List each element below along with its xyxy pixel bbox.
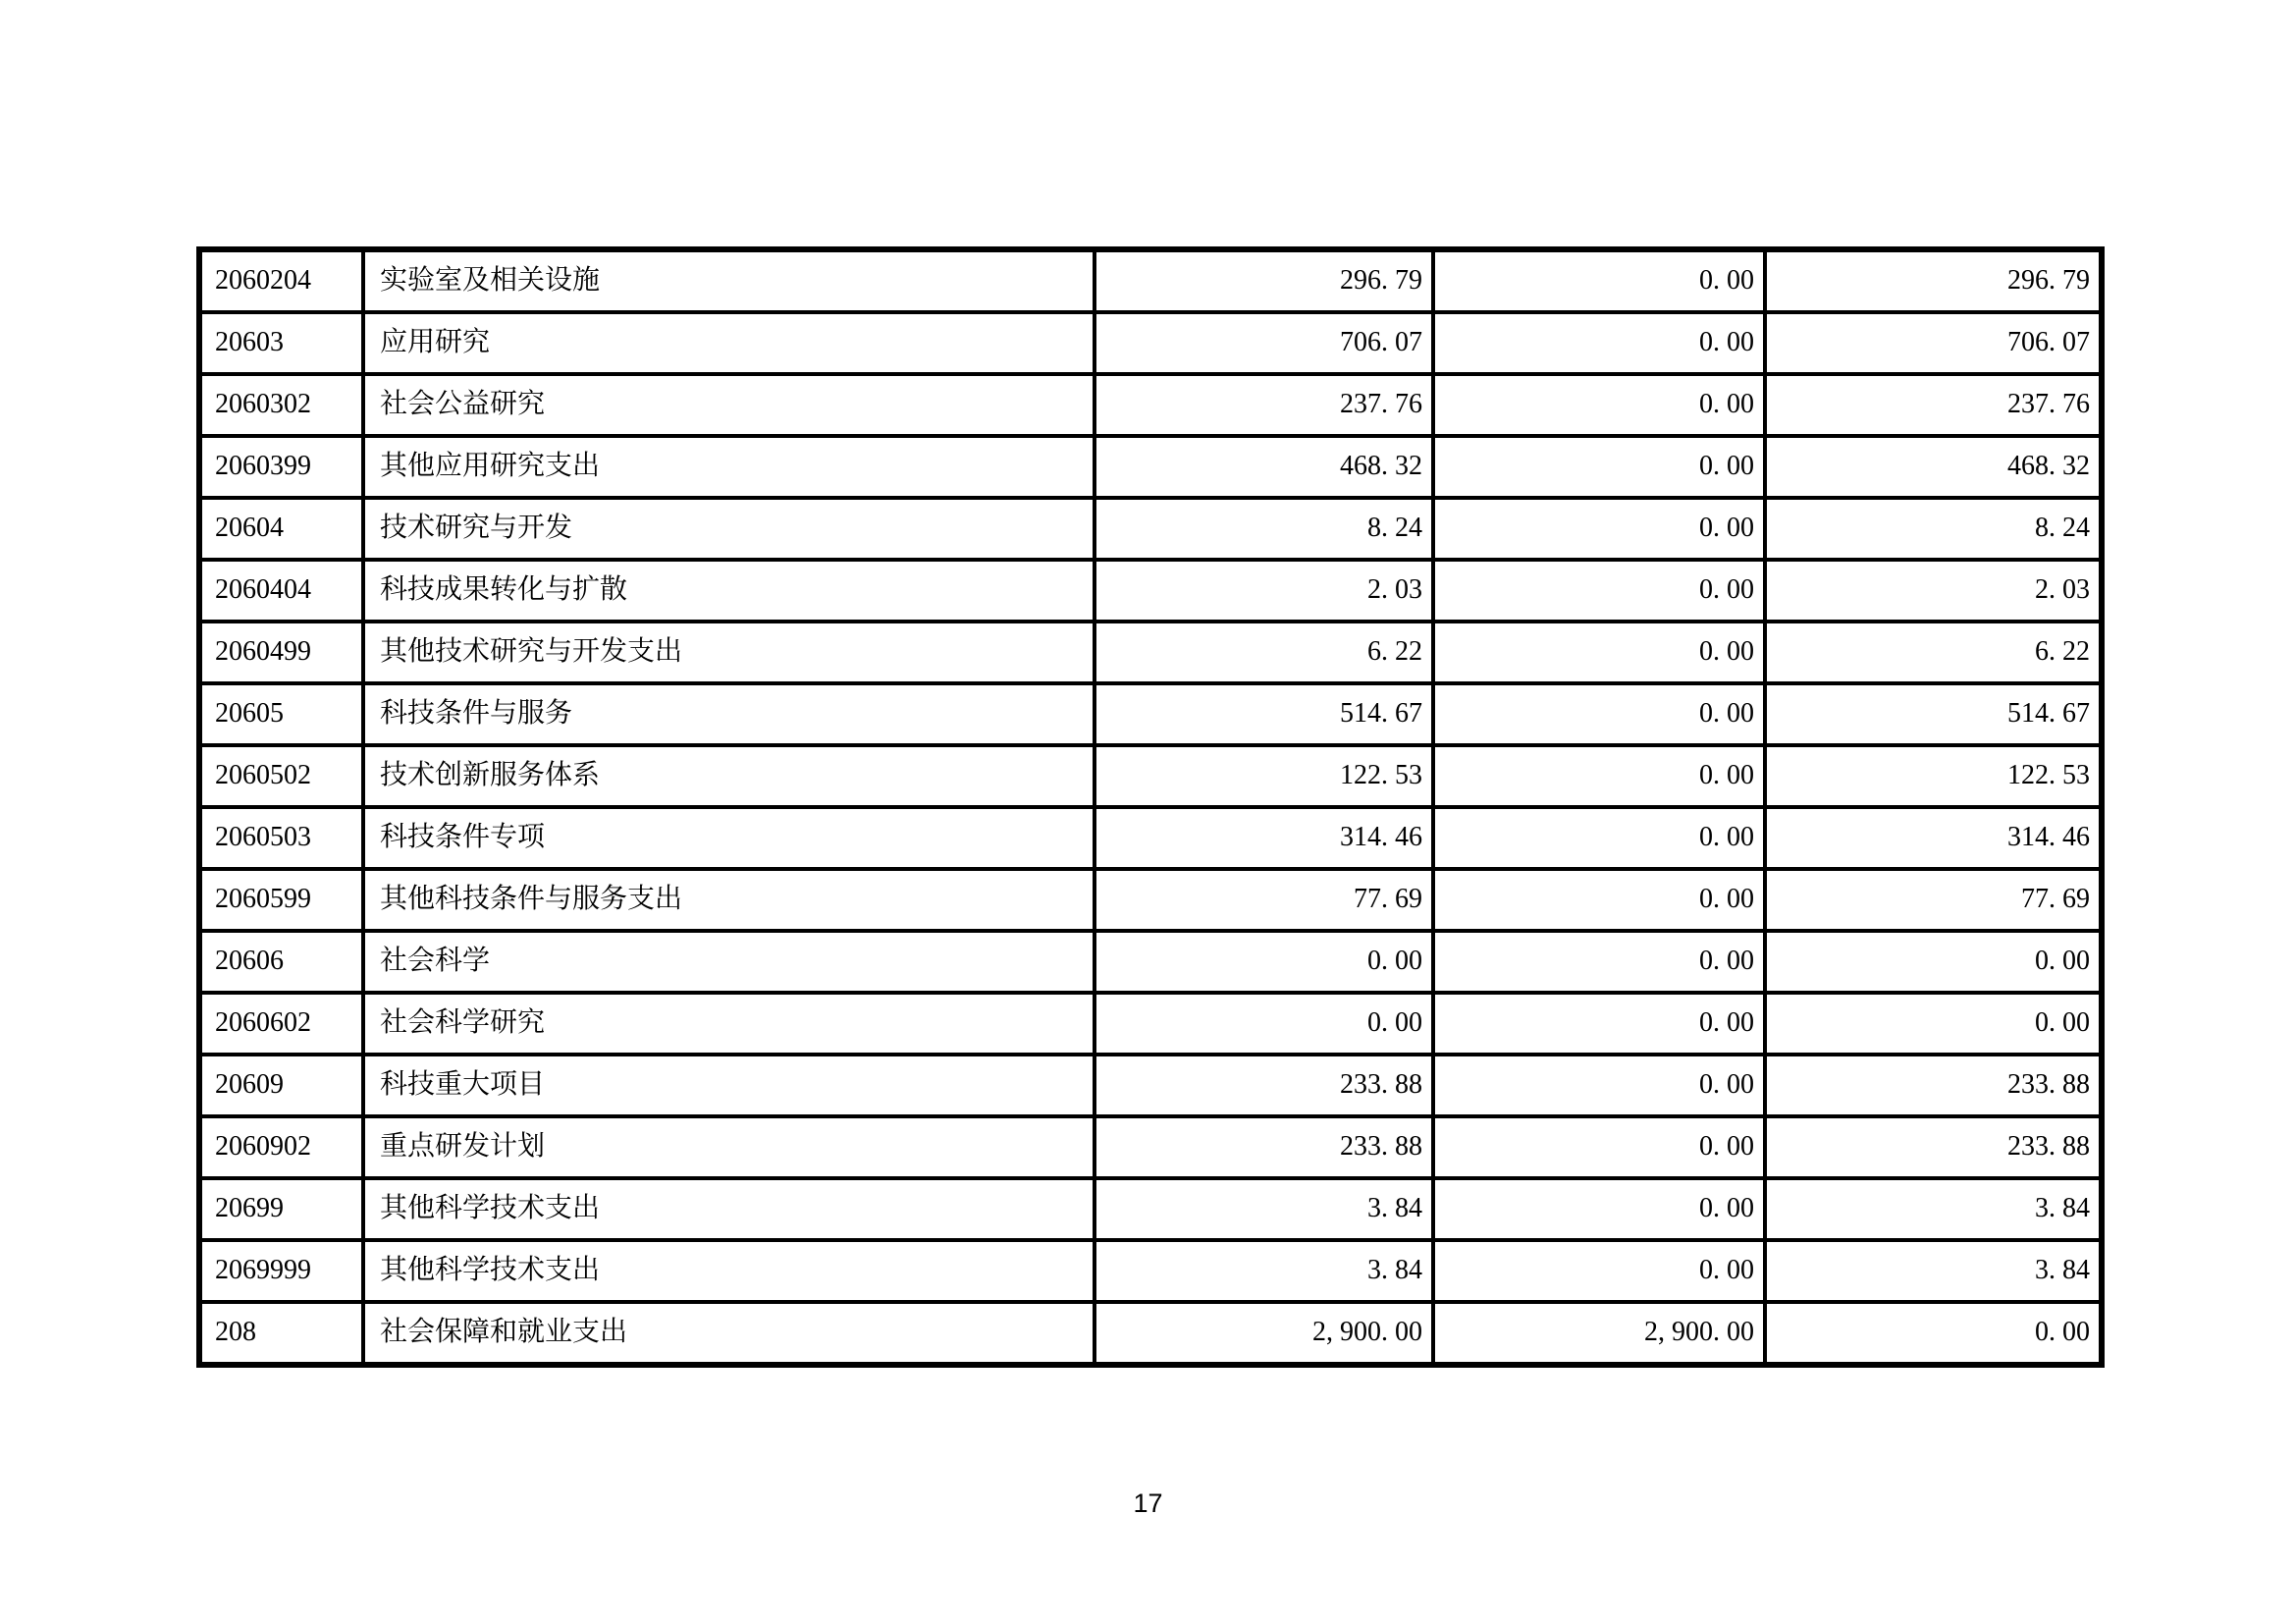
amount-cell-2: 0. 00 xyxy=(1433,993,1765,1055)
amount-cell-2: 0. 00 xyxy=(1433,312,1765,374)
amount-cell-2: 0. 00 xyxy=(1433,869,1765,931)
amount-cell-1: 6. 22 xyxy=(1095,622,1433,683)
budget-code-cell: 2060404 xyxy=(199,560,363,622)
amount-cell-1: 3. 84 xyxy=(1095,1240,1433,1302)
amount-cell-1: 296. 79 xyxy=(1095,249,1433,312)
table-row xyxy=(199,560,2102,622)
budget-code-cell: 2060399 xyxy=(199,436,363,498)
budget-item-name-cell: 应用研究 xyxy=(363,312,1095,374)
amount-cell-1: 233. 88 xyxy=(1095,1055,1433,1116)
budget-item-name-cell: 其他科技条件与服务支出 xyxy=(363,869,1095,931)
amount-cell-3: 706. 07 xyxy=(1765,312,2102,374)
amount-cell-2: 0. 00 xyxy=(1433,622,1765,683)
amount-cell-3: 3. 84 xyxy=(1765,1240,2102,1302)
table-row xyxy=(199,931,2102,993)
budget-code-cell: 2060302 xyxy=(199,374,363,436)
table-row xyxy=(199,869,2102,931)
amount-cell-3: 77. 69 xyxy=(1765,869,2102,931)
table-row xyxy=(199,249,2102,312)
amount-cell-2: 0. 00 xyxy=(1433,807,1765,869)
amount-cell-3: 233. 88 xyxy=(1765,1116,2102,1178)
table-row xyxy=(199,993,2102,1055)
amount-cell-2: 0. 00 xyxy=(1433,683,1765,745)
budget-code-cell: 2060503 xyxy=(199,807,363,869)
amount-cell-1: 122. 53 xyxy=(1095,745,1433,807)
amount-cell-3: 237. 76 xyxy=(1765,374,2102,436)
budget-item-name-cell: 重点研发计划 xyxy=(363,1116,1095,1178)
table-row xyxy=(199,1302,2102,1365)
budget-item-name-cell: 社会科学研究 xyxy=(363,993,1095,1055)
budget-code-cell: 20609 xyxy=(199,1055,363,1116)
page-number: 17 xyxy=(1133,1489,1163,1518)
amount-cell-1: 0. 00 xyxy=(1095,993,1433,1055)
amount-cell-3: 6. 22 xyxy=(1765,622,2102,683)
budget-code-cell: 20699 xyxy=(199,1178,363,1240)
amount-cell-1: 8. 24 xyxy=(1095,498,1433,560)
amount-cell-2: 0. 00 xyxy=(1433,1240,1765,1302)
budget-item-name-cell: 社会公益研究 xyxy=(363,374,1095,436)
amount-cell-2: 0. 00 xyxy=(1433,498,1765,560)
amount-cell-1: 2. 03 xyxy=(1095,560,1433,622)
table-row xyxy=(199,312,2102,374)
budget-code-cell: 2060602 xyxy=(199,993,363,1055)
budget-item-name-cell: 其他应用研究支出 xyxy=(363,436,1095,498)
budget-item-name-cell: 科技条件专项 xyxy=(363,807,1095,869)
table-row xyxy=(199,745,2102,807)
amount-cell-2: 0. 00 xyxy=(1433,249,1765,312)
amount-cell-3: 0. 00 xyxy=(1765,993,2102,1055)
amount-cell-3: 0. 00 xyxy=(1765,1302,2102,1365)
budget-item-name-cell: 实验室及相关设施 xyxy=(363,249,1095,312)
amount-cell-1: 3. 84 xyxy=(1095,1178,1433,1240)
budget-code-cell: 2060499 xyxy=(199,622,363,683)
amount-cell-1: 2, 900. 00 xyxy=(1095,1302,1433,1365)
amount-cell-1: 77. 69 xyxy=(1095,869,1433,931)
budget-item-name-cell: 技术研究与开发 xyxy=(363,498,1095,560)
amount-cell-1: 468. 32 xyxy=(1095,436,1433,498)
budget-code-cell: 20606 xyxy=(199,931,363,993)
table-row xyxy=(199,498,2102,560)
budget-code-cell: 20604 xyxy=(199,498,363,560)
amount-cell-2: 2, 900. 00 xyxy=(1433,1302,1765,1365)
budget-table-body xyxy=(199,249,2102,1365)
table-row xyxy=(199,683,2102,745)
budget-code-cell: 2060599 xyxy=(199,869,363,931)
amount-cell-3: 2. 03 xyxy=(1765,560,2102,622)
budget-code-cell: 2060204 xyxy=(199,249,363,312)
budget-item-name-cell: 社会保障和就业支出 xyxy=(363,1302,1095,1365)
table-row xyxy=(199,436,2102,498)
amount-cell-2: 0. 00 xyxy=(1433,1178,1765,1240)
amount-cell-2: 0. 00 xyxy=(1433,1116,1765,1178)
amount-cell-3: 3. 84 xyxy=(1765,1178,2102,1240)
amount-cell-2: 0. 00 xyxy=(1433,560,1765,622)
budget-item-name-cell: 技术创新服务体系 xyxy=(363,745,1095,807)
budget-item-name-cell: 科技重大项目 xyxy=(363,1055,1095,1116)
table-row xyxy=(199,374,2102,436)
budget-item-name-cell: 社会科学 xyxy=(363,931,1095,993)
amount-cell-2: 0. 00 xyxy=(1433,931,1765,993)
amount-cell-3: 314. 46 xyxy=(1765,807,2102,869)
table-row xyxy=(199,1178,2102,1240)
amount-cell-1: 0. 00 xyxy=(1095,931,1433,993)
budget-code-cell: 208 xyxy=(199,1302,363,1365)
table-row xyxy=(199,1116,2102,1178)
budget-item-name-cell: 其他科学技术支出 xyxy=(363,1178,1095,1240)
amount-cell-3: 296. 79 xyxy=(1765,249,2102,312)
amount-cell-2: 0. 00 xyxy=(1433,745,1765,807)
budget-item-name-cell: 其他技术研究与开发支出 xyxy=(363,622,1095,683)
budget-code-cell: 2060902 xyxy=(199,1116,363,1178)
budget-code-cell: 2060502 xyxy=(199,745,363,807)
budget-code-cell: 20603 xyxy=(199,312,363,374)
budget-code-cell: 20605 xyxy=(199,683,363,745)
budget-item-name-cell: 科技条件与服务 xyxy=(363,683,1095,745)
amount-cell-1: 314. 46 xyxy=(1095,807,1433,869)
amount-cell-2: 0. 00 xyxy=(1433,1055,1765,1116)
amount-cell-3: 0. 00 xyxy=(1765,931,2102,993)
amount-cell-1: 233. 88 xyxy=(1095,1116,1433,1178)
budget-table xyxy=(196,246,2105,1368)
budget-code-cell: 2069999 xyxy=(199,1240,363,1302)
table-row xyxy=(199,622,2102,683)
amount-cell-3: 8. 24 xyxy=(1765,498,2102,560)
amount-cell-2: 0. 00 xyxy=(1433,436,1765,498)
table-row xyxy=(199,1240,2102,1302)
amount-cell-2: 0. 00 xyxy=(1433,374,1765,436)
amount-cell-1: 514. 67 xyxy=(1095,683,1433,745)
amount-cell-3: 122. 53 xyxy=(1765,745,2102,807)
amount-cell-1: 706. 07 xyxy=(1095,312,1433,374)
table-row xyxy=(199,1055,2102,1116)
amount-cell-3: 514. 67 xyxy=(1765,683,2102,745)
amount-cell-3: 468. 32 xyxy=(1765,436,2102,498)
budget-item-name-cell: 其他科学技术支出 xyxy=(363,1240,1095,1302)
amount-cell-1: 237. 76 xyxy=(1095,374,1433,436)
amount-cell-3: 233. 88 xyxy=(1765,1055,2102,1116)
table-row xyxy=(199,807,2102,869)
budget-item-name-cell: 科技成果转化与扩散 xyxy=(363,560,1095,622)
